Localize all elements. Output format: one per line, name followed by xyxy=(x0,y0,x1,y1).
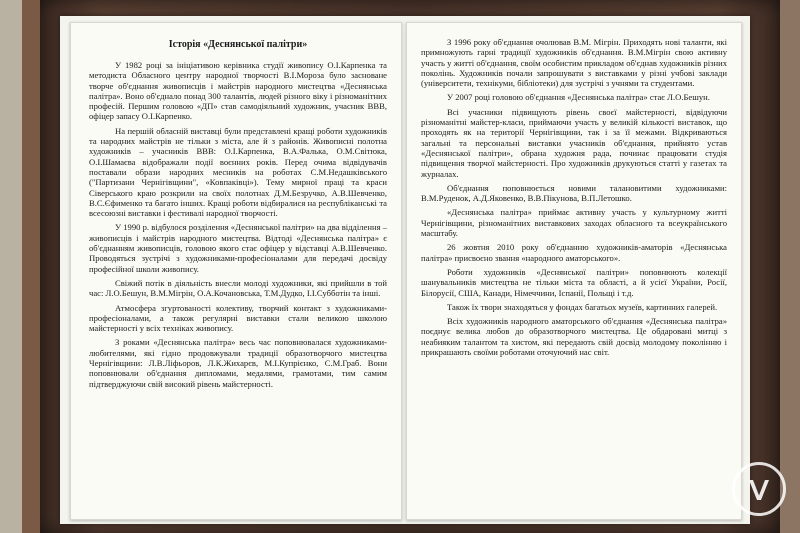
document-matte xyxy=(60,16,750,524)
paragraph: Свіжий потік в діяльність внесли молоді художники, які прийшли в той час: Л.О.Бешун, В.М.Мігрін, О.А.Кочановська, Т.М.Дудко, І.І.Субботін та інші. xyxy=(89,277,387,299)
paragraph: У 1990 р. відбулося розділення «Деснянської палітри» на два відділення – живописців і майстрів народного мистецтва. Відтоді «Деснянська палітра» є об'єднанням живописців, головою якого стає офіцер у відставці А.В.Шевченко. Проводяться зустрічі з художниками-професіоналами для передачі досвіду професійної школи живопису. xyxy=(89,222,387,274)
paragraph: Об'єднання поповнюється новими талановитими художниками: В.М.Руденок, А.Д.Яковенко, В.В.Пікунова, В.П.Летошко. xyxy=(421,182,727,204)
letter-v-glyph xyxy=(742,472,776,506)
paragraph: З роками «Деснянська палітра» весь час поповнювалася художниками-любителями, які гідно продовжували традиції образотворчого мистецтва Чернігівщини: Л.В.Ліфьоров, Л.К.Жихарєв, М.І.Купрієнко, С.М.Граб. Вони поповнювали об'єднання дипломами, медалями, грамотами, тим самим підтверджуючи свій високий рівень майстерності. xyxy=(89,337,387,389)
paragraph: З 1996 року об'єднання очолював В.М. Мігрін. Приходять нові таланти, які примножують гарні традиції художників об'єднання. В.М.Мігрін свою активну участь у житті об'єднання, своїм особистим прикладом об'єднав художників різних поколінь. Художників почали запрошувати з виставками у різні учбові заклади (університети, технікуми, бібліотеки) для зустрічі з учнями та студентами. xyxy=(421,37,727,89)
paragraph: «Деснянська палітра» приймає активну участь у культурному житті Чернігівщини, різноманітних виставкових заходах обласного та всеукраїнського масштабу. xyxy=(421,207,727,239)
paragraph: Всі учасники підвищують рівень своєї майстерності, відвідуючи різноманітні майстер-класи, приймаючи участь у великій кількості виставок, що проходять як на території Чернігівщини, так і за її межами. Відкриваються загальні та персональні виставки учасників об'єднання, прийнято устав «Деснянської палітри», обрана художня рада, починає працювати студія підвищення творчої майстерності. Про художників друкуються статті у газетах та журналах. xyxy=(421,106,727,179)
paragraph: Атмосфера згуртованості колективу, творчий контакт з художниками-професіоналами, а також регулярні виставки стали великою школою майстерності у всіх техніках живопису. xyxy=(89,302,387,334)
document-page-right xyxy=(406,22,742,520)
paragraph: 26 жовтня 2010 року об'єднанню художників-аматорів «Деснянська палітра» присвоєно звання «народного аматорського». xyxy=(421,242,727,263)
paragraph: У 1982 році за ініціативою керівника студії живопису О.І.Карпенка та методиста Обласного центру народної творчості В.І.Мороза було засноване творче об'єднання живописців і майстрів народного мистецтва «Деснянська палітра». Воно об'єднало понад 300 талантів, людей різного віку і різноманітних професій. Першим головою «ДП» став самодіяльний художник, учасник ВВВ, офіцер запасу О.І.Карпенко. xyxy=(89,60,387,122)
paragraph: Також їх твори знаходяться у фондах багатьох музеїв, картинних галерей. xyxy=(447,301,718,312)
wall-background-left xyxy=(0,0,22,533)
circle-letter-logo-icon xyxy=(732,462,786,516)
paragraph: Роботи художників «Деснянської палітри» поповнюють колекції шанувальників мистецтва не тільки міста та області, а й усієї України, Росії, Білорусії, США, Канади, Німеччини, Іспанії, Польщі і т.д. xyxy=(421,266,727,298)
paragraph: На першій обласній виставці були представлені кращі роботи художників та народних майстрів не тільки з міста, але й з районів. Живописні полотна художників – учасників ВВВ: О.І.Карпенка, В.А.Фалька, О.М.Світюка, О.І.Шамаєва відображали події воєнних років. Перед очима відвідувачів поставали образи народних месників на роботах С.М.Недашківського ("Партизани Чернігівщини", «Ковпаківці»). Тему мирної праці та краси Сіверського краю розкрили на своїх полотнах Д.М.Безручко, А.В.Шевченко, В.С.Єфименко та багато інших. Кращі роботи відбиралися на республіканські та всесоюзні виставки і фестивалі народної творчості. xyxy=(89,125,387,219)
paragraph: Всіх художників народного аматорського об'єднання «Деснянська палітра» поєднує велика любов до образотворчого мистецтва. Це обдаровані митці з неабияким талантом та хистом, які передають свій досвід молодому поколінню і прикрашають своїми роботами оточуючий нас світ. xyxy=(421,316,727,358)
document-title: Історія «Деснянської палітри» xyxy=(168,39,308,50)
paragraph: У 2007 році головою об'єднання «Деснянська палітра» стає Л.О.Бешун. xyxy=(447,92,710,103)
document-page-left xyxy=(70,22,402,520)
